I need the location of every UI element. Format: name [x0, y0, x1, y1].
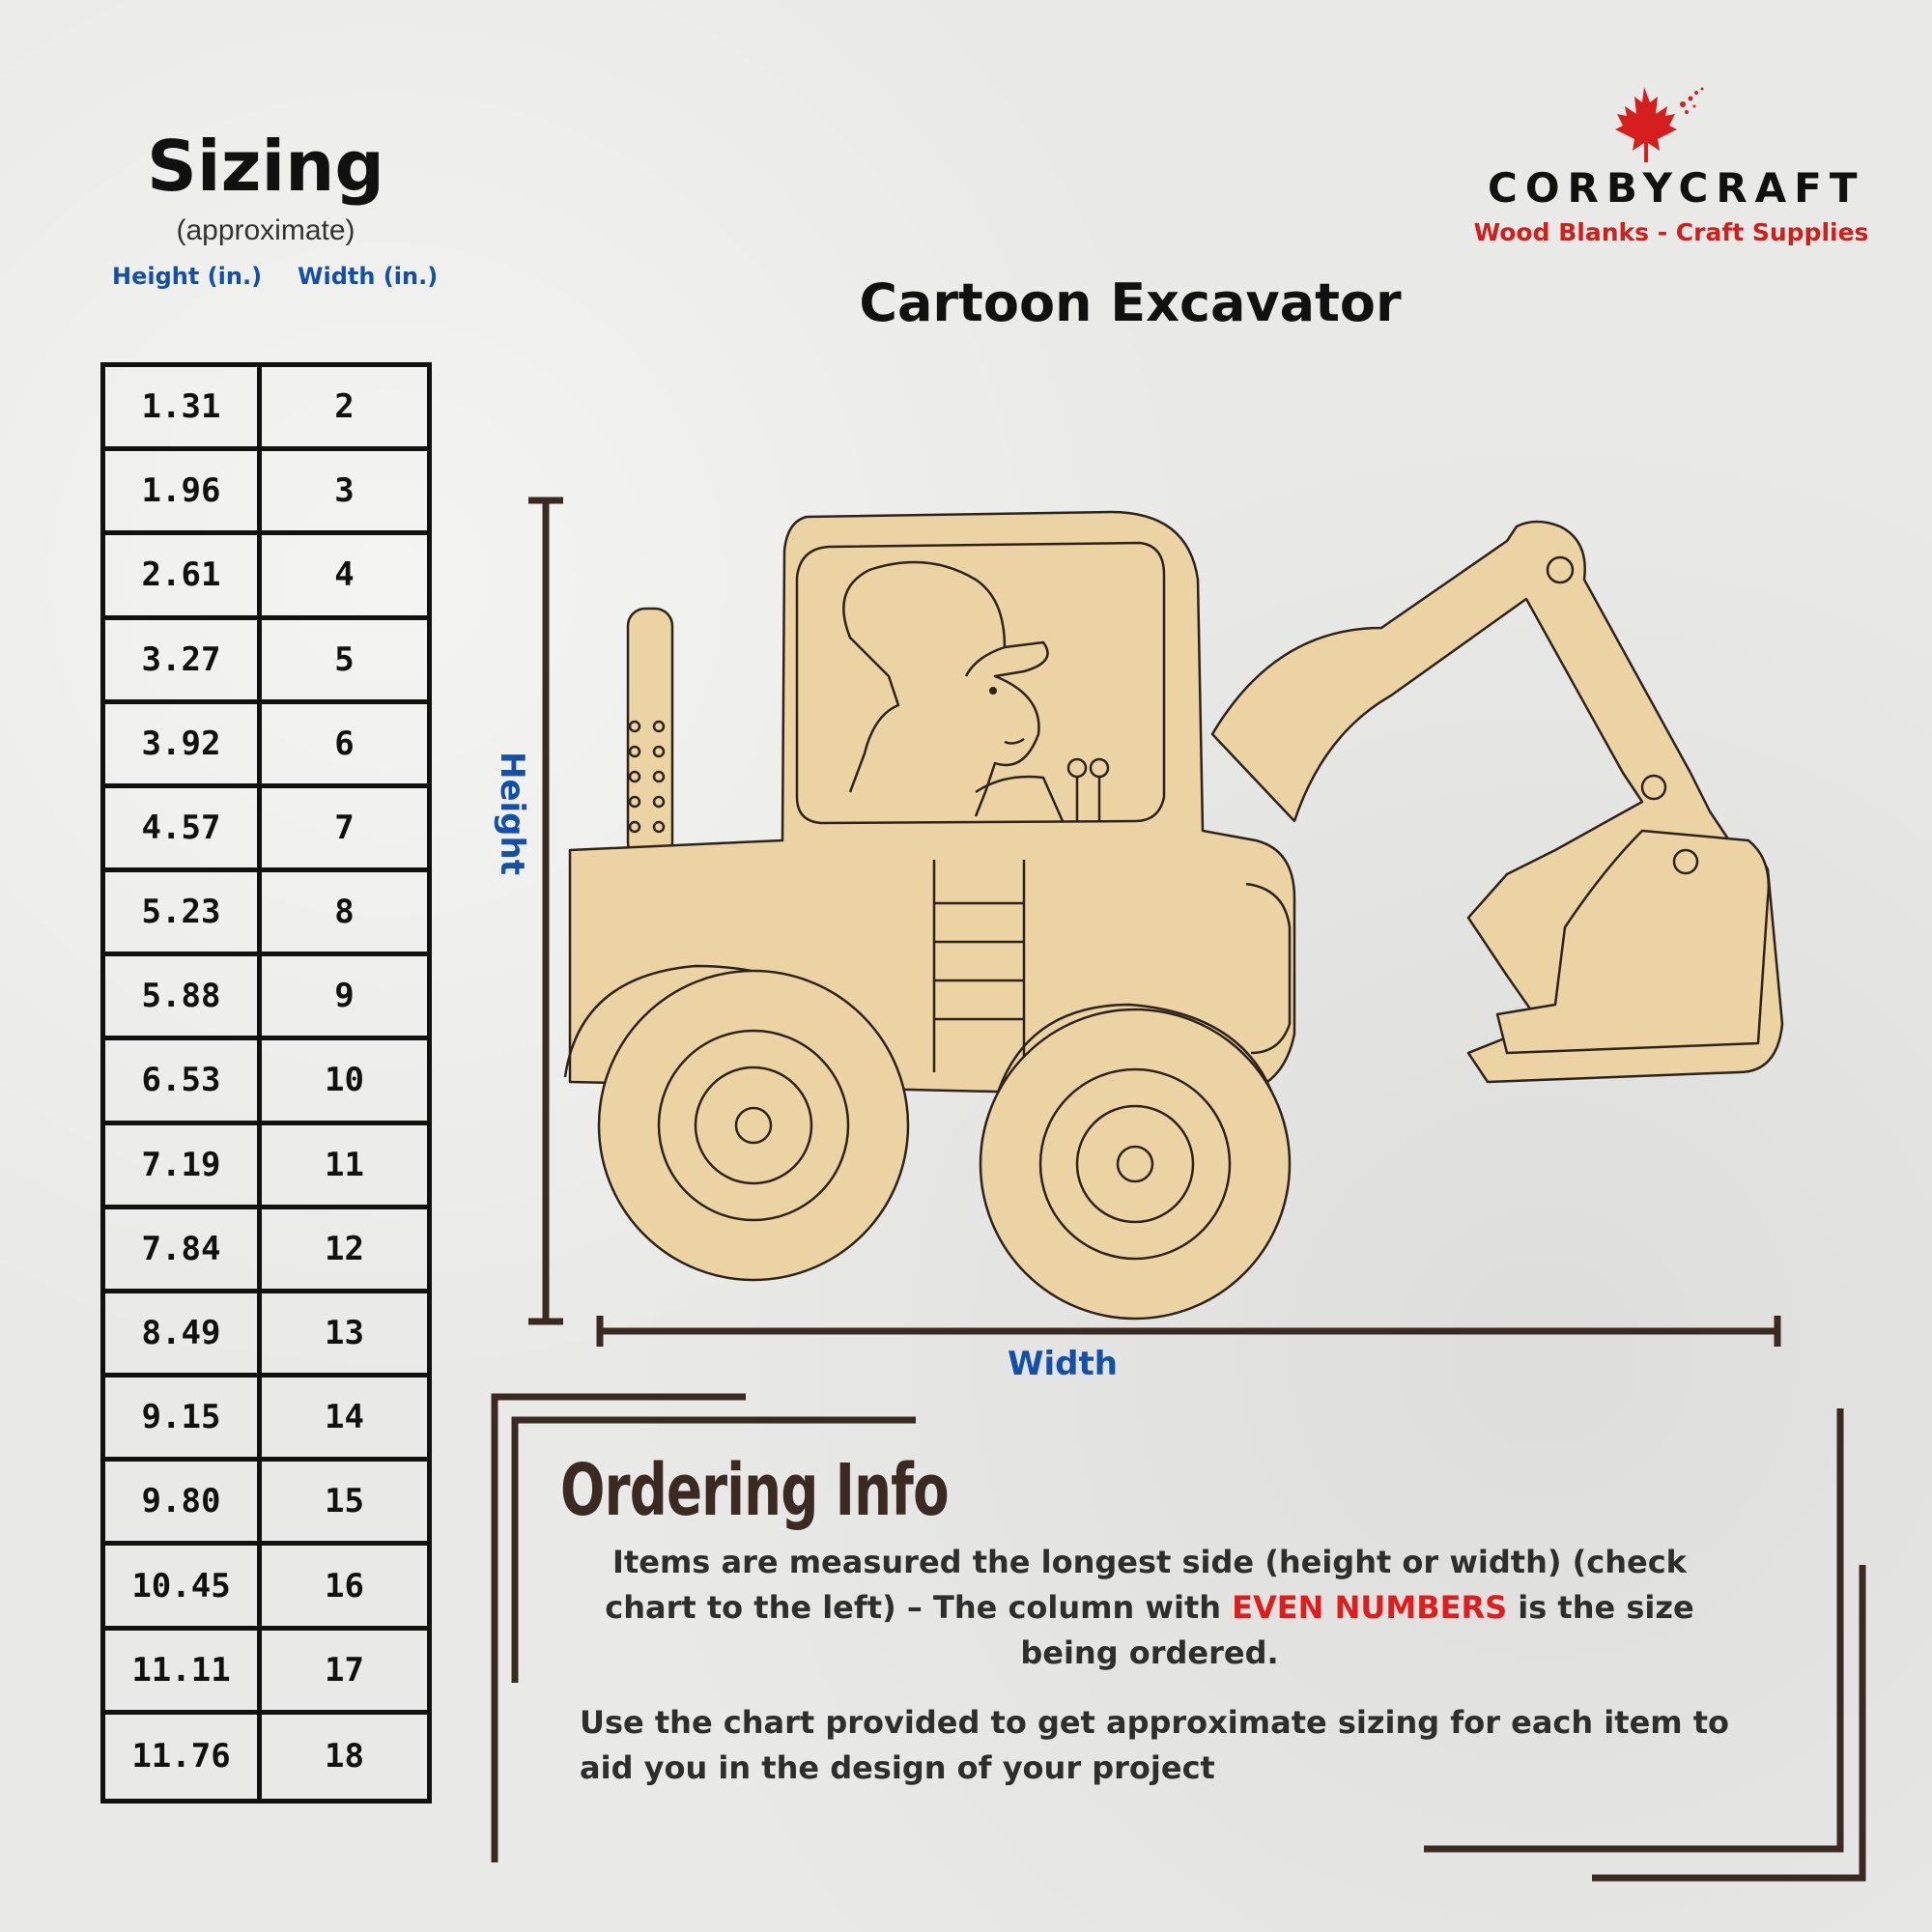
table-cell-width: 3 — [262, 451, 427, 535]
table-cell-width: 16 — [262, 1546, 427, 1630]
height-column-header: Height (in.) — [112, 263, 263, 290]
table-cell-height: 5.88 — [105, 956, 262, 1040]
table-cell-width: 15 — [262, 1462, 427, 1546]
ordering-text-after: is the size being ordered. — [1020, 1589, 1694, 1671]
table-cell-width: 5 — [262, 620, 427, 704]
ordering-info-paragraph-2: Use the chart provided to get approximate sizing for each item to aid you in the design of your project — [580, 1704, 1730, 1786]
table-cell-height: 4.57 — [105, 788, 262, 872]
table-cell-width: 10 — [262, 1040, 427, 1124]
excavator-blank — [565, 512, 1782, 1319]
table-cell-height: 1.96 — [105, 451, 262, 535]
table-cell-height: 9.80 — [105, 1462, 262, 1546]
sizing-subtitle: (approximate) — [176, 214, 355, 246]
table-cell-width: 4 — [262, 535, 427, 619]
table-cell-height: 1.31 — [105, 367, 262, 451]
table-cell-width: 14 — [262, 1378, 427, 1462]
ordering-text-before: Items are measured the longest side (height or width) (check chart to the left) – The column with — [605, 1544, 1687, 1626]
table-cell-height: 3.27 — [105, 620, 262, 704]
product-title: Cartoon Excavator — [859, 272, 1402, 333]
table-cell-height: 5.23 — [105, 872, 262, 956]
height-dimension-line — [528, 500, 563, 1321]
table-cell-width: 11 — [262, 1125, 427, 1209]
width-label: Width — [1008, 1345, 1118, 1383]
ordering-info-paragraph-1 — [570, 1540, 1729, 1676]
sizing-title: Sizing — [147, 126, 384, 207]
table-cell-height: 10.45 — [105, 1546, 262, 1630]
table-cell-width: 7 — [262, 788, 427, 872]
table-cell-height: 3.92 — [105, 704, 262, 788]
table-cell-width: 12 — [262, 1209, 427, 1293]
table-cell-height: 8.49 — [105, 1293, 262, 1378]
table-cell-height: 6.53 — [105, 1040, 262, 1124]
even-numbers-highlight: EVEN NUMBERS — [1232, 1589, 1508, 1626]
table-cell-width: 2 — [262, 367, 427, 451]
width-column-header: Width (in.) — [298, 263, 439, 290]
brand-name: CORBYCRAFT — [1488, 164, 1865, 212]
table-cell-width: 8 — [262, 872, 427, 956]
width-dimension-line — [600, 1316, 1777, 1347]
table-cell-width: 13 — [262, 1293, 427, 1378]
table-cell-height: 9.15 — [105, 1378, 262, 1462]
height-label: Height — [493, 752, 531, 875]
table-cell-height: 7.84 — [105, 1209, 262, 1293]
table-cell-width: 17 — [262, 1631, 427, 1715]
ordering-info-title: Ordering Info — [560, 1449, 949, 1532]
table-cell-width: 6 — [262, 704, 427, 788]
table-cell-height: 11.76 — [105, 1715, 262, 1799]
table-cell-width: 9 — [262, 956, 427, 1040]
table-cell-height: 11.11 — [105, 1631, 262, 1715]
table-cell-height: 2.61 — [105, 535, 262, 619]
table-cell-height: 7.19 — [105, 1125, 262, 1209]
brand-tagline: Wood Blanks - Craft Supplies — [1473, 218, 1869, 246]
table-cell-width: 18 — [325, 1737, 364, 1776]
